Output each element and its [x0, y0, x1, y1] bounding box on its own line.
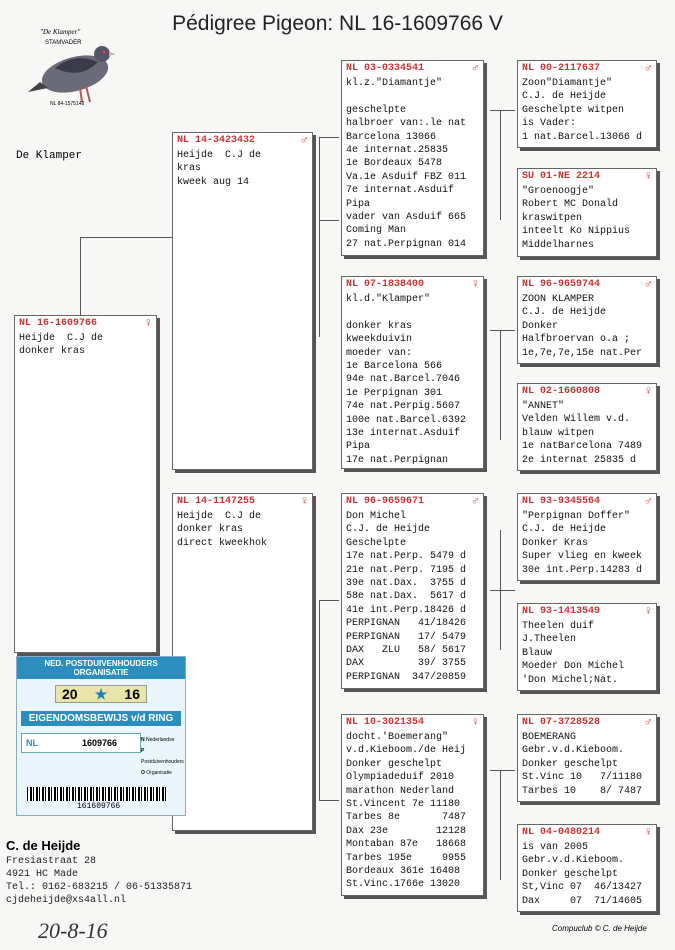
- ring-number: NL 96-9659671: [346, 495, 425, 507]
- connector: [319, 137, 339, 138]
- ring-number: NL 04-0480214: [522, 826, 601, 838]
- great-grandparent-card: [517, 824, 657, 912]
- barcode-number: 161609766: [77, 802, 121, 811]
- card-text: kl.d."Klamper" donker kras kweekduivin moeder van: 1e Barcelona 566 94e nat.Barcel.7046 1e Perpignan 301 74e nat.Perpig.5607 100e nat.Barcel.6392 13e internat.Asduif Pipa 17e nat.Perpignan: [346, 294, 467, 466]
- lion-emblem-icon: ★: [94, 685, 108, 702]
- female-icon: ♀: [644, 384, 652, 398]
- great-grandparent-card: [517, 714, 657, 802]
- male-icon: ♂: [644, 494, 652, 508]
- breeder-street: Fresiastraat 28: [6, 856, 97, 867]
- breeder-city: 4921 HC Made: [6, 869, 79, 880]
- paternal-grandmother-card: [341, 276, 484, 469]
- stamp-legend-o: Organisatie: [146, 770, 172, 776]
- card-text: "Perpignan Doffer" C.J. de Heijde Donker Kras Super vlieg en kweek 30e int.Perp.14283 d: [522, 511, 643, 576]
- male-icon: ♂: [471, 494, 479, 508]
- card-text: kl.z."Diamantje" geschelpte halbroer van:.le nat Barcelona 13066 4e internat.25835 1e Bordeaux 5478 Va.1e Asduif FBZ 011 7e internat.Asduif Pipa vader van Asduif 665 Coming Man 27 nat.Perpignan 014: [346, 78, 467, 250]
- connector: [319, 600, 339, 601]
- ring-number: NL 14-3423432: [177, 134, 256, 146]
- connector: [500, 330, 501, 440]
- subject-card: [14, 315, 157, 653]
- male-icon: ♂: [300, 133, 308, 147]
- connector: [500, 110, 501, 220]
- connector: [500, 770, 501, 880]
- ring-number: NL 00-2117637: [522, 62, 601, 74]
- male-icon: ♂: [644, 61, 652, 75]
- great-grandparent-card: [517, 493, 657, 581]
- female-icon: ♀: [300, 494, 308, 508]
- paternal-grandfather-card: [341, 60, 484, 256]
- stamp-legend-n: Nederlandse: [146, 737, 175, 743]
- card-text: Heijde C.J de donker kras direct kweekhok: [177, 511, 268, 549]
- ring-number: NL 02-1660808: [522, 385, 601, 397]
- male-icon: ♂: [471, 61, 479, 75]
- stamp-legend-p: Postduivenhouders: [141, 759, 184, 765]
- breeder-phone: Tel.: 0162-683215 / 06-51335871: [6, 882, 193, 893]
- male-icon: ♂: [644, 715, 652, 729]
- ring-number: NL 93-9345564: [522, 495, 601, 507]
- card-text: "ANNET" Velden Willem v.d. blauw witpen 1e natBarcelona 7489 2e internat 25835 d: [522, 401, 643, 466]
- stamp-org: NED. POSTDUIVENHOUDERS ORGANISATIE: [17, 657, 185, 679]
- card-text: ZOON KLAMPER C.J. de Heijde Donker Halfbroervan o.a ; 1e,7e,7e,15e nat.Per: [522, 294, 643, 359]
- stamp-ring-number: 1609766: [82, 738, 118, 748]
- connector: [319, 137, 320, 337]
- father-card: [172, 132, 313, 470]
- connector: [490, 110, 515, 111]
- card-text: Heijde C.J de kras kweek aug 14: [177, 150, 262, 188]
- mother-card: [172, 493, 313, 831]
- card-text: is van 2005 Gebr.v.d.Kieboom. Donker geschelpt St,Vinc 07 46/13427 Dax 07 71/14605: [522, 842, 643, 907]
- female-icon: ♀: [471, 715, 479, 729]
- stamp-title: EIGENDOMSBEWIJS v/d RING: [21, 711, 181, 726]
- ring-number: NL 14-1147255: [177, 495, 256, 507]
- card-text: Theelen duif J.Theelen Blauw Moeder Don Michel 'Don Michel;Nat.: [522, 621, 625, 686]
- ownership-certificate: NED. POSTDUIVENHOUDERS ORGANISATIE 20 ★ 16 EIGENDOMSBEWIJS v/d RING NL 1609766 N Nederlandse P Postduivenhouders O Organisatie 161609766: [16, 656, 186, 816]
- card-text: Don Michel C.J. de Heijde Geschelpte 17e nat.Perp. 5479 d 21e nat.Perp. 7195 d 39e nat.Dax. 3755 d 58e nat.Dax. 5617 d 41e int.Perp.18426 d PERPIGNAN 41/18426 PERPIGNAN 17/ 5479 DAX ZLU 58/ 5617 DAX 39/ 3755 PERPIGNAN 347/20859: [346, 511, 467, 683]
- connector: [80, 237, 173, 316]
- connector: [319, 220, 339, 221]
- female-icon: ♀: [144, 316, 152, 330]
- connector: [500, 530, 501, 650]
- card-text: BOEMERANG Gebr.v.d.Kieboom. Donker geschelpt St.Vinc 10 7/11180 Tarbes 10 8/ 7487: [522, 732, 643, 797]
- breeder-name: C. de Heijde: [6, 838, 81, 853]
- female-icon: ♀: [644, 169, 652, 183]
- handwritten-date: 20-8-16: [38, 918, 108, 943]
- logo-name: "De Klamper": [40, 28, 81, 36]
- page-title: Pédigree Pigeon: NL 16-1609766 V: [172, 12, 503, 35]
- great-grandparent-card: [517, 383, 657, 471]
- card-text: "Groenoogje" Robert MC Donald kraswitpen inteelt Ko Nippius Middelharnes: [522, 186, 631, 251]
- footer-credit: Compuclub © C. de Heijde: [552, 924, 647, 933]
- great-grandparent-card: [517, 603, 657, 691]
- connector: [490, 330, 515, 331]
- card-text: Zoon"Diamantje" C.J. de Heijde Geschelpte witpen is Vader: 1 nat.Barcel.13066 d: [522, 78, 643, 143]
- logo-ring-number: NL 84-1575148: [50, 101, 85, 107]
- card-text: docht.'Boemerang" v.d.Kieboom./de Heij Donker geschelpt Olympiadeduif 2010 marathon Nederland St.Vincent 7e 11180 Tarbes 8e 7487 Dax 23e 12128 Montaban 87e 18668 Tarbes 195e 9955 Bordeaux 361e 16408 St.Vinc.1766e 13020: [346, 732, 467, 891]
- ring-number: NL 96-9659744: [522, 278, 601, 290]
- male-icon: ♂: [644, 277, 652, 291]
- connector: [490, 590, 515, 591]
- ring-number: NL 07-3728528: [522, 716, 601, 728]
- stamp-year-right: 16: [124, 686, 140, 702]
- ring-number: NL 93-1413549: [522, 605, 601, 617]
- connector: [490, 770, 515, 771]
- ring-number: SU 01-NE 2214: [522, 170, 601, 182]
- logo-subtitle: STAMVADER: [45, 40, 82, 46]
- card-text: Heijde C.J de donker kras: [19, 333, 104, 358]
- ring-number: NL 07-1838400: [346, 278, 425, 290]
- ring-number: NL 10-3021354: [346, 716, 425, 728]
- connector: [319, 800, 339, 801]
- female-icon: ♀: [644, 604, 652, 618]
- maternal-grandmother-card: [341, 714, 484, 896]
- stamp-country: NL: [26, 738, 38, 748]
- barcode: [27, 787, 167, 801]
- great-grandparent-card: [517, 276, 657, 364]
- breeder-email: cjdeheijde@xs4all.nl: [6, 895, 127, 906]
- owner-label: De Klamper: [16, 150, 83, 162]
- great-grandparent-card: [517, 168, 657, 257]
- connector: [319, 600, 320, 800]
- ring-number: NL 03-0334541: [346, 62, 425, 74]
- great-grandparent-card: [517, 60, 657, 148]
- ring-number: NL 16-1609766: [19, 317, 98, 329]
- female-icon: ♀: [644, 825, 652, 839]
- female-icon: ♀: [471, 277, 479, 291]
- maternal-grandfather-card: [341, 493, 484, 689]
- stamp-year-left: 20: [62, 686, 78, 702]
